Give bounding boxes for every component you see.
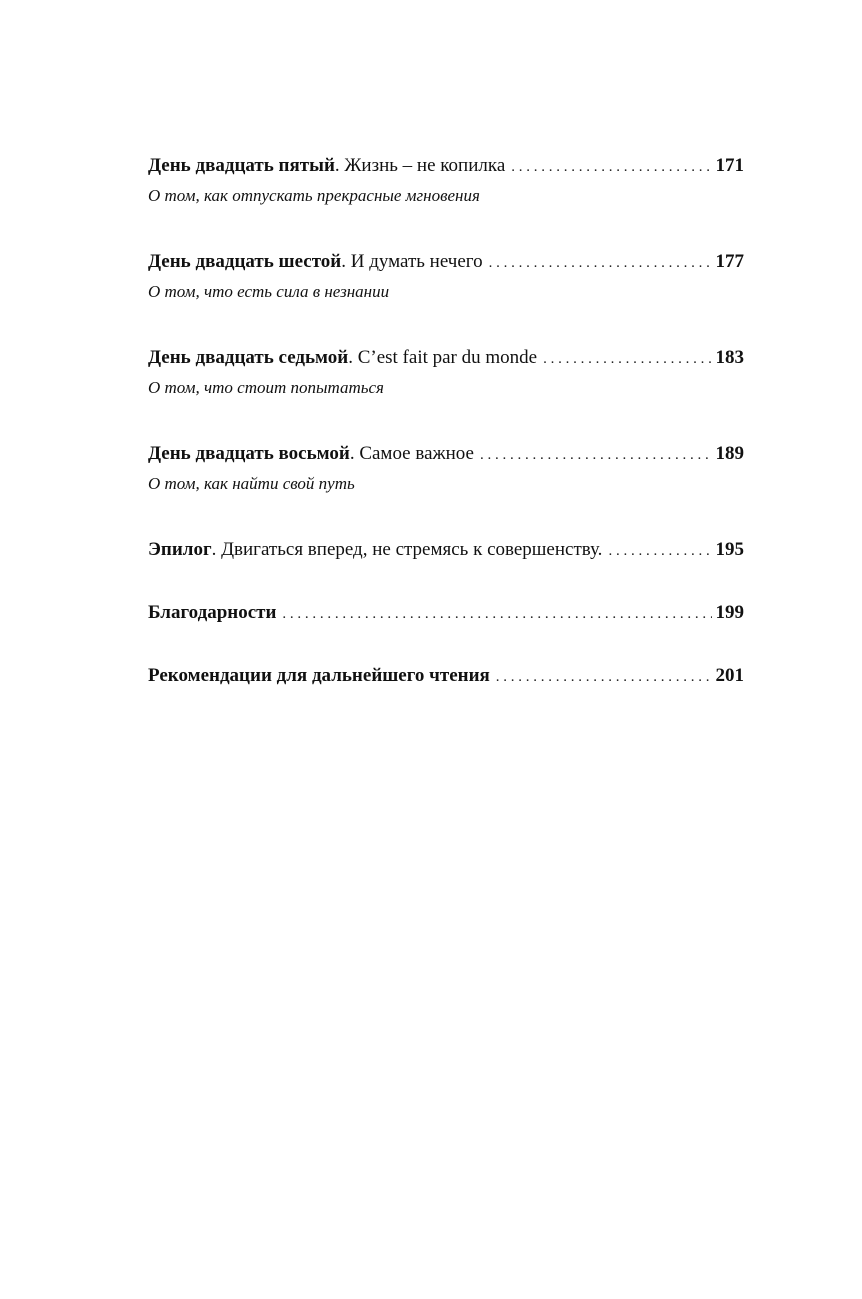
dot-leader [543,344,711,373]
toc-entry-line [148,248,744,277]
toc-page-number: 195 [715,539,744,560]
toc-entry-description: О том, что стоит попытаться [148,378,384,397]
toc-entry-subtitle-title: . C’est fait par du monde [348,347,538,368]
toc-entry-day-25[interactable] [148,152,744,207]
toc-entry-day-27[interactable] [148,344,744,399]
toc-entry-day-28[interactable] [148,440,744,495]
table-of-contents [148,152,744,691]
toc-entry-line [148,536,744,565]
toc-entry-title: День двадцать восьмой [148,443,350,464]
toc-entry-description: О том, как найти свой путь [148,474,355,493]
toc-entry-title: Благодарности [148,602,277,623]
toc-entry-subtitle-title: . Самое важное [349,443,474,464]
toc-page-number: 201 [715,665,744,686]
dot-leader [608,536,711,565]
toc-entry-description: О том, что есть сила в незнании [148,282,390,301]
toc-page-number: 189 [715,443,744,464]
dot-leader [480,440,712,469]
toc-entry-line [148,599,744,628]
toc-entry-description: О том, как отпускать прекрасные мгновения [148,186,480,205]
toc-entry-subtitle-title: . И думать нечего [341,251,483,272]
dot-leader [282,599,711,628]
toc-entry-line [148,344,744,373]
toc-entry-acknowledgements[interactable] [148,599,744,628]
dot-leader [489,248,712,277]
toc-entry-title: День двадцать пятый [148,155,335,176]
toc-page-number: 171 [715,155,744,176]
toc-entry-further-reading[interactable] [148,662,744,691]
toc-page-number: 177 [715,251,744,272]
dot-leader [496,662,712,691]
toc-entry-subtitle-title: . Двигаться вперед, не стремясь к совершенству. [211,539,603,560]
toc-entry-epilogue[interactable] [148,536,744,565]
toc-entry-title: Эпилог [148,539,212,560]
toc-entry-day-26[interactable] [148,248,744,303]
toc-entry-title: День двадцать седьмой [148,347,349,368]
toc-entry-line [148,440,744,469]
toc-page-number: 183 [715,347,744,368]
toc-entry-subtitle-title: . Жизнь – не копилка [334,155,506,176]
toc-entry-line [148,152,744,181]
toc-entry-title: День двадцать шестой [148,251,342,272]
toc-entry-title: Рекомендации для дальнейшего чтения [148,665,490,686]
toc-entry-line [148,662,744,691]
toc-page-number: 199 [715,602,744,623]
dot-leader [511,152,711,181]
